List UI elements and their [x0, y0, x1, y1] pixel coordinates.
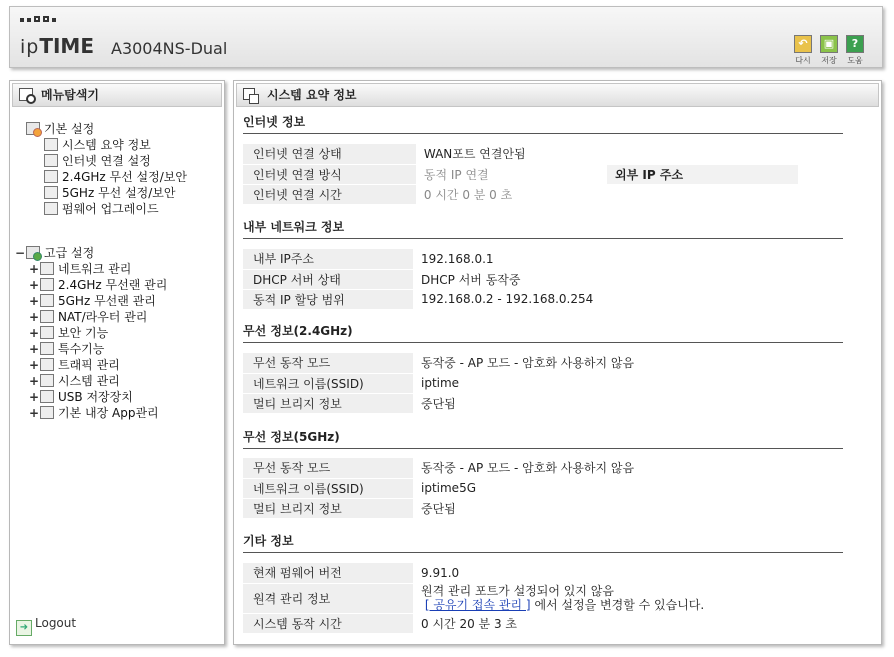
- traffic-icon: [40, 358, 54, 371]
- folder-icon: [26, 122, 40, 135]
- wifi5-info-table: [243, 458, 843, 519]
- menu-explorer-title: 메뉴탐색기: [12, 83, 222, 107]
- wireless-icon: [44, 186, 58, 199]
- section-wifi24-title: 무선 정보(2.4GHz): [243, 322, 843, 343]
- menu-item-nat-router[interactable]: + NAT/라우터 관리: [28, 310, 148, 324]
- expand-toggle[interactable]: +: [28, 326, 40, 340]
- usb-icon: [40, 390, 54, 403]
- lock-icon: [40, 326, 54, 339]
- expand-toggle[interactable]: +: [28, 294, 40, 308]
- menu-item-special[interactable]: + 특수기능: [28, 342, 105, 356]
- expand-toggle[interactable]: +: [28, 374, 40, 388]
- table-row: 네트워크 이름(SSID) iptime5G: [243, 478, 843, 498]
- menu-item-usb-storage[interactable]: + USB 저장장치: [28, 390, 133, 404]
- wireless-icon: [40, 294, 54, 307]
- menu-item-system-summary[interactable]: 시스템 요약 정보: [44, 137, 151, 153]
- tree-advanced-settings[interactable]: − 고급 설정: [14, 246, 95, 260]
- save-button[interactable]: ▣ 저장: [821, 37, 837, 65]
- menu-item-wireless-5-setup[interactable]: 5GHz 무선 설정/보안: [44, 185, 175, 201]
- lan-info-table: [243, 249, 843, 310]
- table-row: 멀티 브리지 정보 중단됨: [243, 393, 843, 413]
- logout-icon: ➜: [16, 620, 32, 636]
- table-row: 인터넷 연결 시간 0 시간 0 분 0 초: [243, 184, 843, 204]
- help-button[interactable]: ? 도움: [847, 37, 863, 65]
- table-row: 시스템 동작 시간 0 시간 20 분 3 초: [243, 613, 843, 633]
- table-row: 현재 펌웨어 버전 9.91.0: [243, 563, 843, 583]
- wireless-icon: [44, 170, 58, 183]
- save-icon: ▣: [820, 35, 838, 53]
- table-row: 인터넷 연결 상태 WAN포트 연결안됨: [243, 144, 843, 164]
- external-ip-value: [798, 164, 843, 184]
- menu-item-builtin-apps[interactable]: + 기본 내장 App관리: [28, 406, 159, 420]
- menu-explorer: [9, 80, 225, 645]
- logout-link[interactable]: ➜ Logout: [16, 616, 76, 636]
- table-row: 동적 IP 할당 범위 192.168.0.2 - 192.168.0.254: [243, 289, 843, 309]
- collapse-toggle[interactable]: −: [14, 246, 26, 260]
- magnifier-icon: [19, 88, 33, 101]
- menu-item-network[interactable]: + 네트워크 관리: [28, 262, 132, 276]
- table-row: DHCP 서버 상태 DHCP 서버 동작중: [243, 269, 843, 289]
- menu-item-firmware-upgrade[interactable]: 펌웨어 업그레이드: [44, 201, 159, 217]
- wifi24-info-table: [243, 353, 843, 414]
- expand-toggle[interactable]: +: [28, 262, 40, 276]
- section-lan-title: 내부 네트워크 정보: [243, 218, 843, 239]
- network-icon: [40, 262, 54, 275]
- expand-toggle[interactable]: +: [28, 278, 40, 292]
- table-row: 원격 관리 정보 원격 관리 포트가 설정되어 있지 않음 [ 공유기 접속 관리 ] 에서 설정을 변경할 수 있습니다.: [243, 583, 843, 613]
- router-access-link[interactable]: [ 공유기 접속 관리 ]: [424, 598, 531, 612]
- upgrade-icon: [44, 202, 58, 215]
- menu-item-wireless-24-setup[interactable]: 2.4GHz 무선 설정/보안: [44, 169, 187, 185]
- menu-item-internet-setup[interactable]: 인터넷 연결 설정: [44, 153, 151, 169]
- wireless-icon: [40, 278, 54, 291]
- main-panel-title: 시스템 요약 정보: [236, 83, 879, 107]
- table-row: 인터넷 연결 방식 동적 IP 연결 외부 IP 주소: [243, 164, 843, 184]
- menu-item-security[interactable]: + 보안 기능: [28, 326, 109, 340]
- menu-item-system[interactable]: + 시스템 관리: [28, 374, 120, 388]
- brand-logo: ipTIME: [20, 34, 94, 58]
- remote-info-value: 원격 관리 포트가 설정되어 있지 않음 [ 공유기 접속 관리 ] 에서 설정을 변경할 수 있습니다.: [413, 583, 843, 613]
- menu-item-wlan-5[interactable]: + 5GHz 무선랜 관리: [28, 294, 156, 308]
- expand-toggle[interactable]: +: [28, 358, 40, 372]
- chart-icon: [44, 138, 58, 151]
- undo-button[interactable]: ↶ 다시: [795, 37, 811, 65]
- model-name: A3004NS-Dual: [111, 39, 228, 58]
- table-row: 무선 동작 모드 동작중 - AP 모드 - 암호화 사용하지 않음: [243, 353, 843, 373]
- table-row: 네트워크 이름(SSID) iptime: [243, 373, 843, 393]
- expand-toggle[interactable]: +: [28, 406, 40, 420]
- system-summary-panel: [233, 80, 882, 645]
- expand-toggle[interactable]: +: [28, 342, 40, 356]
- table-row: 무선 동작 모드 동작중 - AP 모드 - 암호화 사용하지 않음: [243, 458, 843, 478]
- windows-icon: [243, 88, 255, 100]
- etc-info-table: [243, 563, 843, 634]
- tree-basic-settings[interactable]: 기본 설정: [26, 121, 94, 137]
- folder-icon: [26, 246, 40, 259]
- header-bar: [9, 6, 883, 68]
- section-etc-title: 기타 정보: [243, 532, 843, 553]
- chart-icon: [40, 374, 54, 387]
- special-icon: [40, 342, 54, 355]
- undo-icon: ↶: [794, 35, 812, 53]
- logo-mark: [20, 16, 56, 22]
- internet-info-table: [243, 144, 843, 205]
- section-internet-title: 인터넷 정보: [243, 113, 843, 134]
- help-icon: ?: [846, 35, 864, 53]
- app-icon: [40, 406, 54, 419]
- table-row: 멀티 브리지 정보 중단됨: [243, 498, 843, 518]
- expand-toggle[interactable]: +: [28, 310, 40, 324]
- menu-item-traffic[interactable]: + 트래픽 관리: [28, 358, 120, 372]
- menu-item-wlan-24[interactable]: + 2.4GHz 무선랜 관리: [28, 278, 168, 292]
- section-wifi5-title: 무선 정보(5GHz): [243, 428, 843, 449]
- router-icon: [40, 310, 54, 323]
- table-row: 내부 IP주소 192.168.0.1: [243, 249, 843, 269]
- expand-toggle[interactable]: +: [28, 390, 40, 404]
- monitor-icon: [44, 154, 58, 167]
